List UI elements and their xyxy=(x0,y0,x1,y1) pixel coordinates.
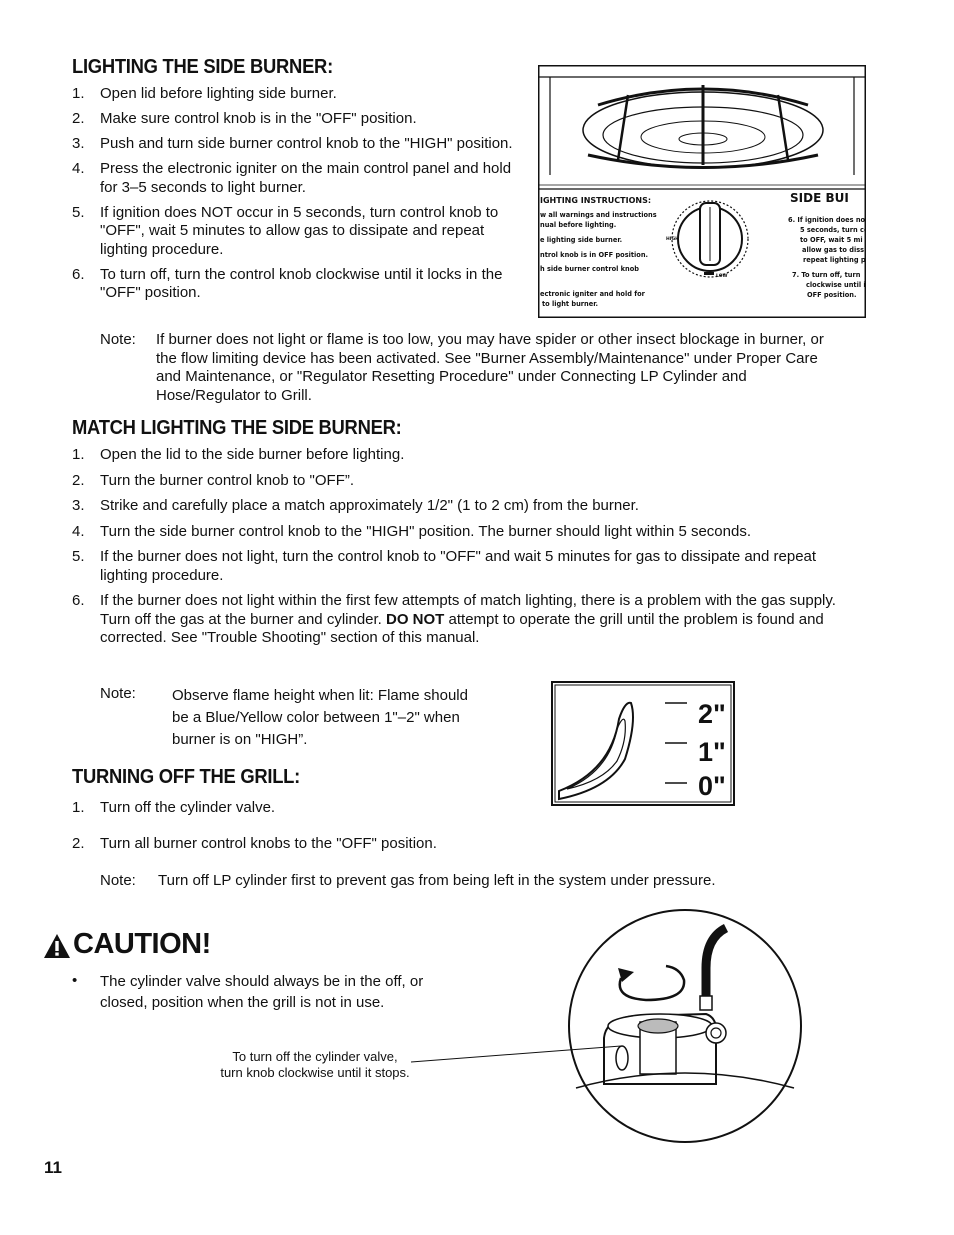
turn-off-note-label: Note: xyxy=(100,872,136,889)
match-lighting-steps-list xyxy=(72,446,862,648)
match-step-number: 4. xyxy=(72,522,85,540)
panel-right-line: 6. If ignition does no xyxy=(788,216,866,224)
turn-off-step-2-text: Turn all burner control knobs to the "OFF" position. xyxy=(100,835,437,852)
match-step-6-text-a: If the burner does not light within the first few attempts of match lighting, there is a problem with the gas supply. Turn off the gas at the burner and cylinder. xyxy=(100,592,836,628)
match-step-number: 2. xyxy=(72,471,85,489)
turn-off-step-1-number: 1. xyxy=(72,799,85,816)
match-step-4 xyxy=(72,523,862,542)
section-title-match-lighting: MATCH LIGHTING THE SIDE BURNER: xyxy=(72,417,402,439)
turn-off-step-1-text: Turn off the cylinder valve. xyxy=(100,799,276,816)
match-step-number: 3. xyxy=(72,497,85,514)
turn-off-step-2-number: 2. xyxy=(72,835,85,852)
caution-title: CAUTION! xyxy=(73,928,211,960)
match-step-6-do-not: DO NOT xyxy=(386,610,445,628)
panel-left-line: to light burner. xyxy=(542,300,599,308)
lighting-step-text: Open lid before lighting side burner. xyxy=(100,85,337,102)
lighting-step-1 xyxy=(72,85,530,104)
lighting-step-4 xyxy=(72,160,530,197)
callout-line-1: To turn off the cylinder valve, xyxy=(232,1049,398,1064)
panel-left-line: e lighting side burner. xyxy=(540,236,623,244)
match-step-text: If the burner does not light, turn the control knob to "OFF" and wait 5 minutes for gas to dissipate and repeat lighting procedure. xyxy=(100,548,817,584)
flame-scale-2in: 2" xyxy=(698,699,726,729)
cylinder-valve-illustration xyxy=(566,908,804,1144)
callout-leader-line xyxy=(411,1045,621,1065)
panel-right-line: allow gas to dissi xyxy=(802,246,866,254)
panel-left-line: ntrol knob is in OFF position. xyxy=(540,251,649,259)
match-step-number: 1. xyxy=(72,446,85,463)
cylinder-valve-drawing xyxy=(566,908,804,1144)
panel-right-line: OFF position. xyxy=(807,291,857,299)
caution-bullet: • xyxy=(72,972,78,989)
turn-off-note-text: Turn off LP cylinder first to prevent gas from being left in the system under pressure. xyxy=(158,872,716,889)
lighting-steps-list xyxy=(72,85,530,309)
panel-right-line: 5 seconds, turn co xyxy=(800,226,866,234)
match-step-number: 6. xyxy=(72,592,85,609)
flame-height-diagram xyxy=(551,681,735,806)
lighting-step-number: 1. xyxy=(72,85,85,102)
lighting-note-label: Note: xyxy=(100,331,136,348)
lighting-step-2 xyxy=(72,110,530,129)
lighting-step-text: Make sure control knob is in the "OFF" position. xyxy=(100,110,417,127)
lighting-step-5 xyxy=(72,204,530,260)
flame-scale-1in: 1" xyxy=(698,737,726,767)
lighting-step-text: To turn off, turn the control knob clockwise until it locks in the "OFF" position. xyxy=(100,265,503,301)
flame-scale-0in: 0" xyxy=(698,771,726,801)
lighting-step-3 xyxy=(72,135,530,154)
side-burner-drawing xyxy=(538,65,866,318)
flame-note-text: Observe flame height when lit: Flame should be a Blue/Yellow color between 1"–2" when burner is on "HIGH”. xyxy=(172,687,468,748)
match-step-text: Turn the side burner control knob to the "HIGH" position. The burner should light within 5 seconds. xyxy=(100,522,752,540)
panel-left-line: w all warnings and instructions xyxy=(540,211,657,219)
match-step-text: Turn the burner control knob to "OFF”. xyxy=(100,471,355,489)
match-step-3 xyxy=(72,497,862,516)
lighting-step-number: 2. xyxy=(72,110,85,127)
match-step-number: 5. xyxy=(72,548,85,565)
section-title-turning-off: TURNING OFF THE GRILL: xyxy=(72,766,301,788)
panel-heading-left: IGHTING INSTRUCTIONS: xyxy=(540,196,652,205)
lighting-step-text: Press the electronic igniter on the main control panel and hold for 3–5 seconds to light burner. xyxy=(100,160,512,196)
panel-right-line: repeat lighting p xyxy=(803,256,866,264)
panel-left-line: nual before lighting. xyxy=(540,221,617,229)
panel-heading-right: SIDE BUI xyxy=(790,191,849,205)
lighting-step-number: 5. xyxy=(72,203,85,221)
match-step-1 xyxy=(72,446,862,465)
page-number: 11 xyxy=(44,1158,62,1177)
lighting-step-text: If ignition does NOT occur in 5 seconds, turn control knob to "OFF", wait 5 minutes to allow gas to dissipate and repeat lighting procedure. xyxy=(100,203,499,258)
callout-text xyxy=(212,1049,418,1081)
lighting-step-number: 4. xyxy=(72,160,85,177)
flame-note-label: Note: xyxy=(100,685,136,702)
lighting-step-6 xyxy=(72,266,530,303)
match-step-text: Strike and carefully place a match approximately 1/2" (1 to 2 cm) from the burner. xyxy=(100,497,639,514)
side-burner-illustration xyxy=(538,65,866,318)
panel-left-line: ectronic igniter and hold for xyxy=(540,290,645,298)
lighting-note-text: If burner does not light or flame is too low, you may have spider or other insect blockage in burner, or the flow limiting device has been activated. See "Burner Assembly/Maintenance" under Proper Care and Maintenance, or "Regulator Resetting Procedure" under Connecting LP Cylinder and Hose/Regulator to Grill. xyxy=(156,331,824,404)
panel-right-line: clockwise until i xyxy=(806,281,866,289)
match-step-6 xyxy=(72,592,862,648)
match-step-2 xyxy=(72,472,862,491)
knob-high-label: HIGH xyxy=(666,237,679,242)
lighting-step-number: 6. xyxy=(72,265,85,283)
callout-line-2: turn knob clockwise until it stops. xyxy=(220,1065,410,1080)
match-step-text: Open the lid to the side burner before lighting. xyxy=(100,446,405,463)
knob-low-label: LOW xyxy=(716,274,728,279)
lighting-step-number: 3. xyxy=(72,135,85,152)
panel-right-line: 7. To turn off, turn xyxy=(792,271,861,279)
match-step-5 xyxy=(72,548,862,585)
section-title-lighting: LIGHTING THE SIDE BURNER: xyxy=(72,56,333,78)
lighting-step-text: Push and turn side burner control knob to the "HIGH" position. xyxy=(100,135,513,152)
match-step-6-text-b: attempt to operate the grill until the problem is found and corrected. See "Trouble Shooting" section of this manual. xyxy=(100,610,824,646)
caution-text: The cylinder valve should always be in the off, or closed, position when the grill is not in use. xyxy=(100,973,424,1011)
warning-triangle-icon xyxy=(43,932,71,960)
panel-right-line: to OFF, wait 5 mi xyxy=(800,236,863,244)
panel-left-line: h side burner control knob xyxy=(540,265,639,273)
